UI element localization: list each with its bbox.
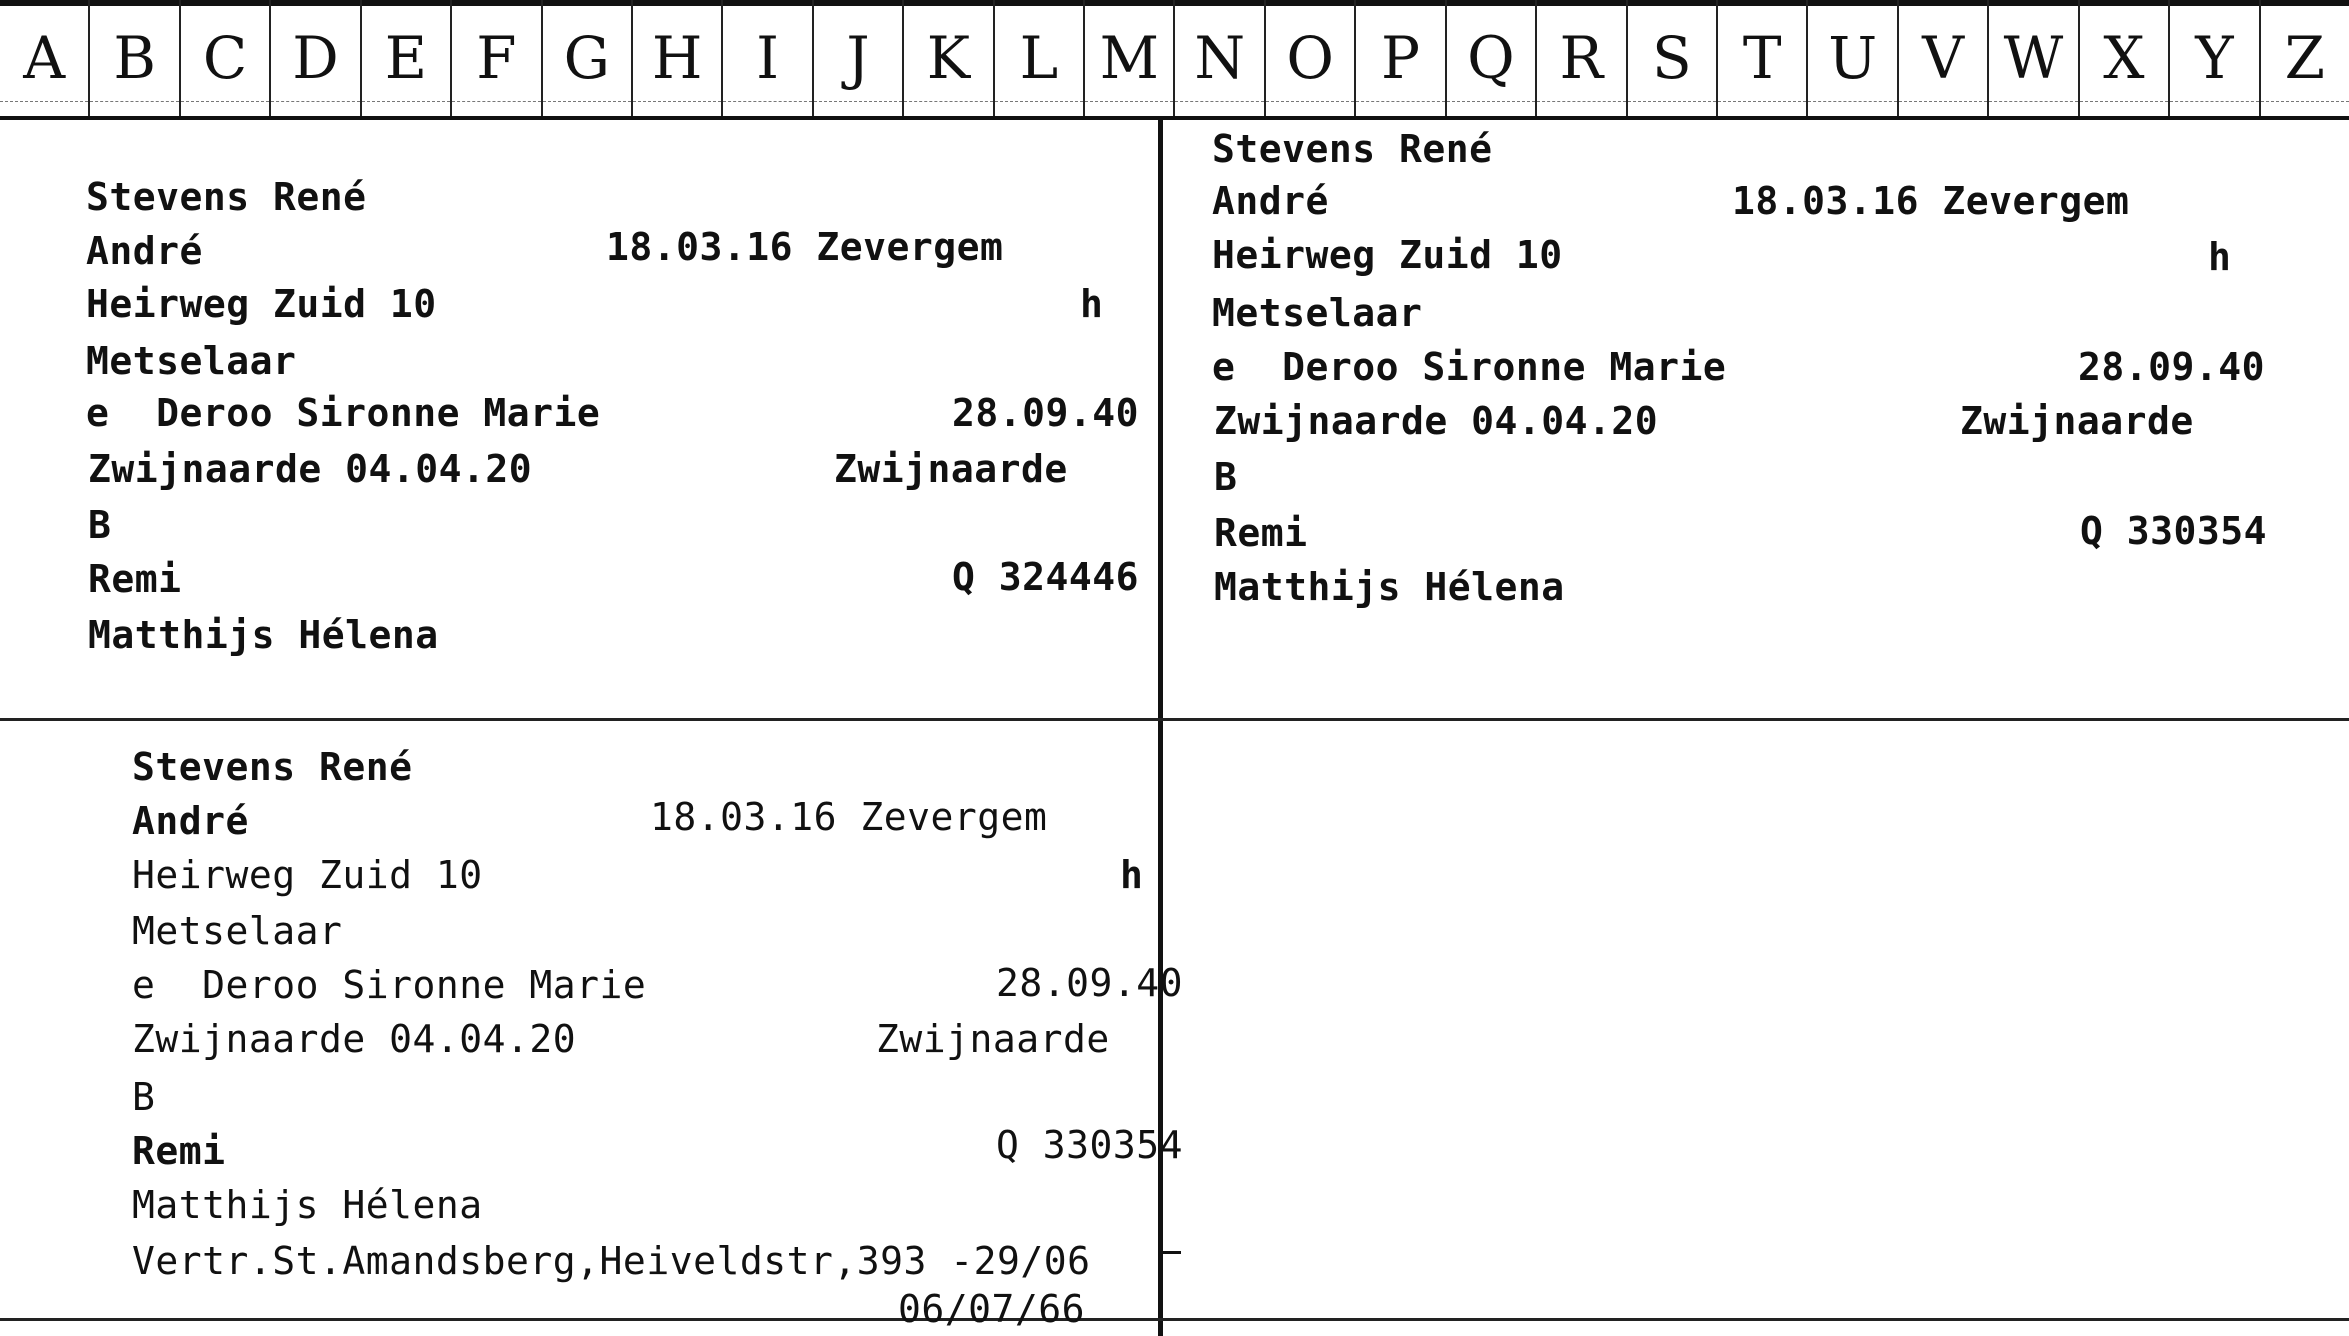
dash-mark: [1163, 1251, 1181, 1254]
card-mark: h: [1120, 853, 1144, 897]
card-mother: Matthijs Hélena: [1214, 565, 1565, 609]
card-mother: Matthijs Hélena: [88, 613, 439, 657]
card-first-names: André: [86, 229, 203, 273]
index-letter-b[interactable]: B: [90, 0, 180, 116]
index-letter-n[interactable]: N: [1175, 0, 1265, 116]
card-first-names: André: [132, 799, 249, 843]
card-birth: 18.03.16 Zevergem: [1732, 179, 2130, 223]
card-mark: h: [1080, 282, 1104, 326]
card-birth: 18.03.16 Zevergem: [606, 225, 1004, 269]
index-letter-d[interactable]: D: [271, 0, 361, 116]
card-mark: h: [2208, 235, 2232, 279]
card-marriage-place: Zwijnaarde: [1960, 399, 2194, 443]
index-letter-s[interactable]: S: [1628, 0, 1718, 116]
card-divider-bottom: [0, 1318, 2349, 1321]
card-mother: Matthijs Hélena: [132, 1183, 483, 1227]
alphabet-index-strip: [0, 0, 2349, 120]
card-number: Q 330354: [996, 1123, 1184, 1167]
index-letter-a[interactable]: A: [0, 0, 90, 116]
index-letter-e[interactable]: E: [362, 0, 452, 116]
card-note-date: 06/07/66: [898, 1287, 1086, 1331]
index-letter-k[interactable]: K: [904, 0, 994, 116]
index-letter-c[interactable]: C: [181, 0, 271, 116]
index-letter-q[interactable]: Q: [1447, 0, 1537, 116]
index-letter-l[interactable]: L: [995, 0, 1085, 116]
card-birth: 18.03.16 Zevergem: [650, 795, 1048, 839]
index-letter-p[interactable]: P: [1356, 0, 1446, 116]
card-spouse: e Deroo Sironne Marie: [132, 963, 647, 1007]
card-number: Q 330354: [2080, 509, 2268, 553]
card-divider-horizontal: [0, 718, 2349, 721]
card-address: Heirweg Zuid 10: [86, 282, 437, 326]
card-code: B: [132, 1075, 156, 1119]
card-number: Q 324446: [952, 555, 1140, 599]
card-name: Stevens René: [86, 175, 367, 219]
card-spouse: e Deroo Sironne Marie: [1212, 345, 1727, 389]
card-address: Heirweg Zuid 10: [1212, 233, 1563, 277]
card-marriage-date: 28.09.40: [996, 961, 1184, 1005]
index-letter-v[interactable]: V: [1899, 0, 1989, 116]
index-letter-x[interactable]: X: [2080, 0, 2170, 116]
card-spouse-birth: Zwijnaarde 04.04.20: [1214, 399, 1659, 443]
card-spouse: e Deroo Sironne Marie: [86, 391, 601, 435]
card-marriage-date: 28.09.40: [952, 391, 1140, 435]
card-spouse-birth: Zwijnaarde 04.04.20: [132, 1017, 577, 1061]
index-letter-t[interactable]: T: [1718, 0, 1808, 116]
index-letter-j[interactable]: J: [814, 0, 904, 116]
card-occupation: Metselaar: [86, 339, 297, 383]
index-letter-o[interactable]: O: [1266, 0, 1356, 116]
card-father: Remi: [132, 1129, 226, 1173]
card-code: B: [1214, 455, 1238, 499]
card-occupation: Metselaar: [1212, 291, 1423, 335]
index-letter-w[interactable]: W: [1989, 0, 2079, 116]
index-letter-y[interactable]: Y: [2170, 0, 2260, 116]
card-code: B: [88, 503, 112, 547]
card-spouse-birth: Zwijnaarde 04.04.20: [88, 447, 533, 491]
index-letter-f[interactable]: F: [452, 0, 542, 116]
index-letter-z[interactable]: Z: [2261, 0, 2349, 116]
card-father: Remi: [1214, 511, 1308, 555]
card-name: Stevens René: [132, 745, 413, 789]
card-marriage-place: Zwijnaarde: [834, 447, 1068, 491]
card-father: Remi: [88, 557, 182, 601]
index-letter-g[interactable]: G: [543, 0, 633, 116]
card-address: Heirweg Zuid 10: [132, 853, 483, 897]
index-letter-r[interactable]: R: [1537, 0, 1627, 116]
card-marriage-date: 28.09.40: [2078, 345, 2266, 389]
card-marriage-place: Zwijnaarde: [876, 1017, 1110, 1061]
index-letter-u[interactable]: U: [1808, 0, 1898, 116]
card-first-names: André: [1212, 179, 1329, 223]
card-occupation: Metselaar: [132, 909, 343, 953]
index-letter-h[interactable]: H: [633, 0, 723, 116]
index-letter-m[interactable]: M: [1085, 0, 1175, 116]
index-letter-i[interactable]: I: [723, 0, 813, 116]
card-name: Stevens René: [1212, 127, 1493, 171]
card-note: Vertr.St.Amandsberg,Heiveldstr,393 -29/06: [132, 1239, 1091, 1283]
